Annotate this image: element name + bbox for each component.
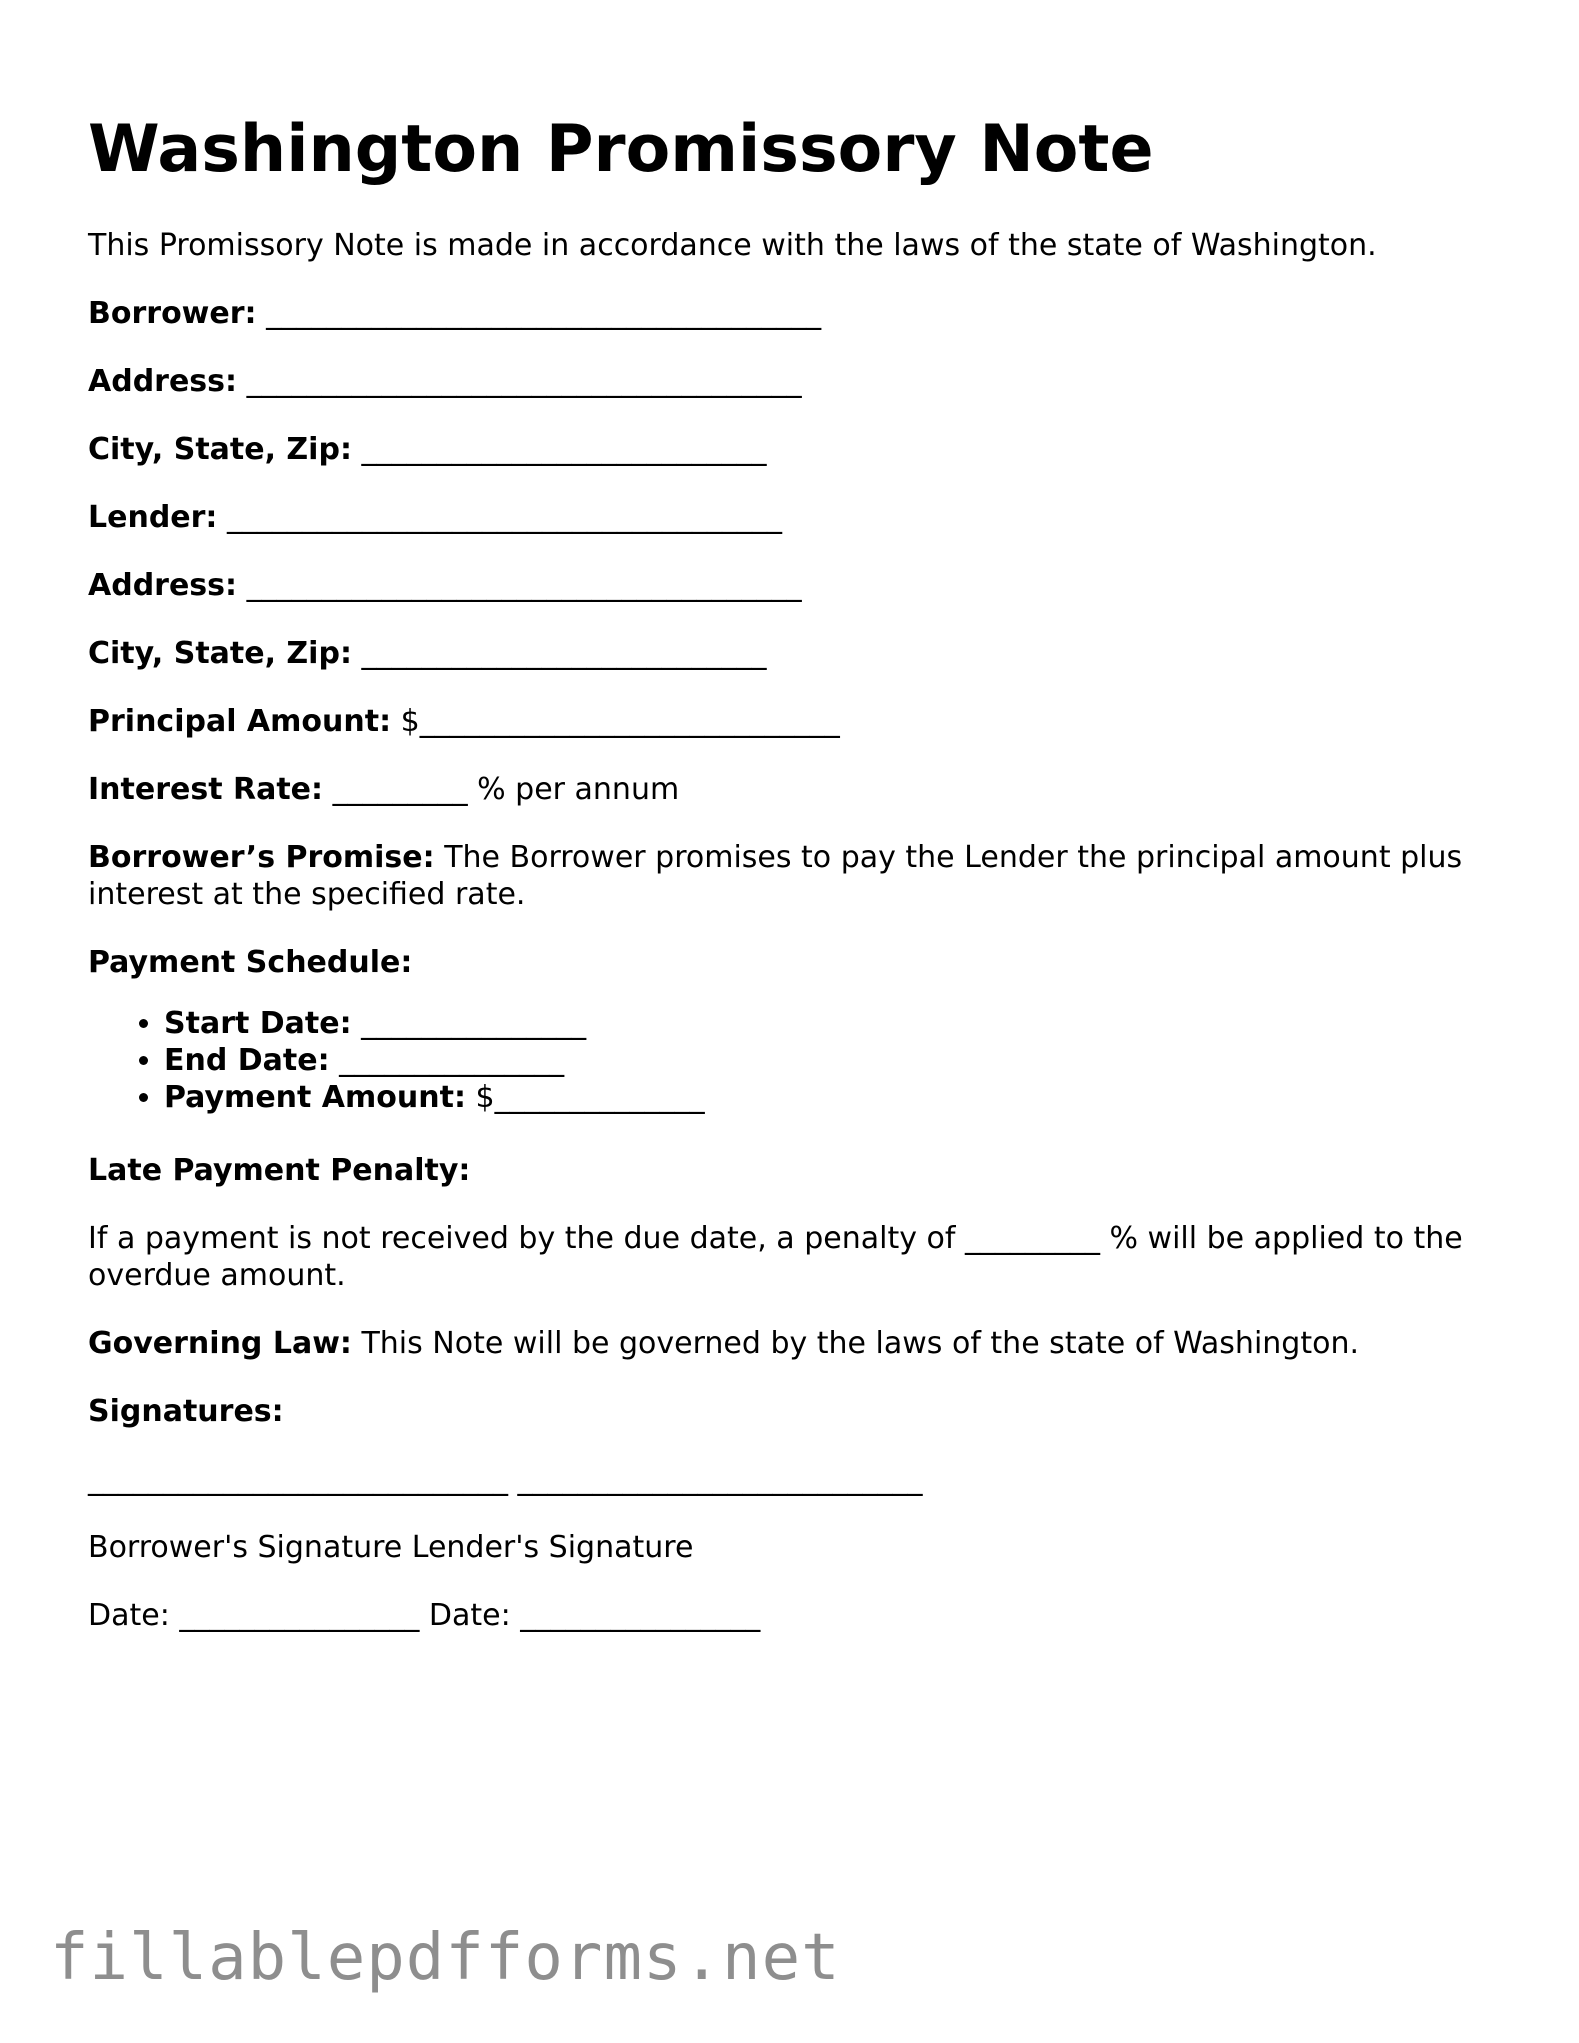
start-date-blank[interactable]: _______________ xyxy=(361,1006,587,1041)
lender-city-blank[interactable]: ___________________________ xyxy=(361,636,767,671)
lender-city-field xyxy=(88,635,766,672)
lender-date-label: Date: xyxy=(428,1598,511,1633)
borrower-address-label: Address: xyxy=(88,364,238,399)
interest-blank[interactable]: _________ xyxy=(332,772,468,807)
lender-signature-line[interactable]: ___________________________ xyxy=(517,1462,923,1497)
late-text-before: If a payment is not received by the due date, a penalty of xyxy=(88,1221,956,1256)
governing-law-paragraph xyxy=(88,1325,1359,1362)
lender-blank[interactable]: _____________________________________ xyxy=(226,500,782,535)
lender-field xyxy=(88,499,782,536)
borrower-address-blank[interactable]: _____________________________________ xyxy=(246,364,802,399)
watermark-text: fillablepdfforms.net xyxy=(50,1921,841,1995)
promise-label: Borrower’s Promise: xyxy=(88,840,435,875)
intro-paragraph: This Promissory Note is made in accordance with the laws of the state of Washington. xyxy=(88,228,1377,263)
late-penalty-heading: Late Payment Penalty: xyxy=(88,1153,471,1188)
schedule-heading: Payment Schedule: xyxy=(88,945,413,980)
promise-paragraph xyxy=(88,839,1508,913)
borrower-date-blank[interactable]: ________________ xyxy=(179,1598,420,1633)
late-penalty-blank[interactable]: _________ xyxy=(964,1221,1100,1256)
borrower-blank[interactable]: _____________________________________ xyxy=(266,296,822,331)
payment-amount-label: Payment Amount: xyxy=(164,1080,466,1115)
promise-text: The Borrower promises to pay the Lender the principal amount plus interest at the specified rate. xyxy=(88,840,1463,912)
signatures-heading: Signatures: xyxy=(88,1394,284,1429)
interest-suffix: % per annum xyxy=(477,772,680,807)
lender-address-label: Address: xyxy=(88,568,238,603)
governing-law-text: This Note will be governed by the laws of the state of Washington. xyxy=(361,1326,1359,1361)
borrower-signature-line[interactable]: ____________________________ xyxy=(88,1462,508,1497)
list-item xyxy=(164,1079,705,1116)
borrower-city-field xyxy=(88,431,766,468)
schedule-list xyxy=(88,1005,705,1116)
end-date-blank[interactable]: _______________ xyxy=(339,1043,565,1078)
borrower-address-field xyxy=(88,363,802,400)
document-title: Washington Promissory Note xyxy=(88,112,1154,187)
interest-field xyxy=(88,771,679,808)
signature-labels: Borrower's Signature Lender's Signature xyxy=(88,1530,694,1565)
lender-label: Lender: xyxy=(88,500,218,535)
principal-field xyxy=(88,703,840,740)
lender-date-blank[interactable]: ________________ xyxy=(520,1598,761,1633)
signature-lines xyxy=(88,1461,923,1498)
late-text-after: % will be applied to the overdue amount. xyxy=(88,1221,1463,1293)
end-date-label: End Date: xyxy=(164,1043,330,1078)
start-date-label: Start Date: xyxy=(164,1006,352,1041)
borrower-label: Borrower: xyxy=(88,296,257,331)
list-item xyxy=(164,1042,705,1079)
late-penalty-paragraph xyxy=(88,1220,1508,1294)
interest-label: Interest Rate: xyxy=(88,772,324,807)
signature-dates xyxy=(88,1597,760,1634)
governing-law-label: Governing Law: xyxy=(88,1326,352,1361)
principal-label: Principal Amount: xyxy=(88,704,392,739)
principal-prefix: $ xyxy=(400,704,420,739)
list-item xyxy=(164,1005,705,1042)
principal-blank[interactable]: ____________________________ xyxy=(419,704,840,739)
lender-address-field xyxy=(88,567,802,604)
payment-amount-blank[interactable]: ______________ xyxy=(494,1080,705,1115)
lender-city-label: City, State, Zip: xyxy=(88,636,352,671)
payment-amount-prefix: $ xyxy=(475,1080,495,1115)
borrower-date-label: Date: xyxy=(88,1598,170,1633)
borrower-city-label: City, State, Zip: xyxy=(88,432,352,467)
borrower-city-blank[interactable]: ___________________________ xyxy=(361,432,767,467)
borrower-field xyxy=(88,295,821,332)
lender-address-blank[interactable]: _____________________________________ xyxy=(246,568,802,603)
